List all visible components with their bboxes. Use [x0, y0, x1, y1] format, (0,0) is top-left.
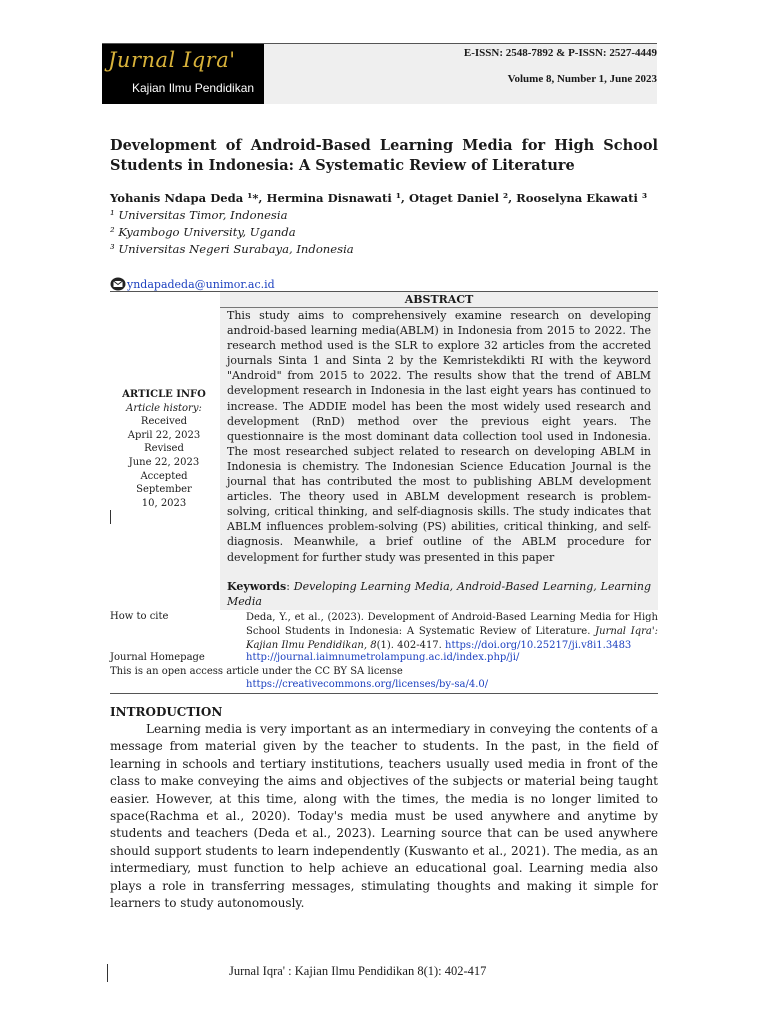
keywords-value: Developing Learning Media, Android-Based Learning, Learning Media — [227, 580, 652, 608]
logo-subtitle: Kajian Ilmu Pendidikan — [132, 81, 255, 95]
affiliation-1: ¹ Universitas Timor, Indonesia — [110, 208, 288, 222]
homepage-link[interactable]: http://journal.iaimnumetrolampung.ac.id/index.php/ji/ — [246, 652, 520, 663]
margin-mark — [110, 510, 111, 524]
article-info — [110, 388, 218, 510]
how-to-cite-label: How to cite — [110, 611, 169, 622]
abstract-text: This study aims to comprehensively examine research on developing android-based learning media(ABLM) in Indonesia from 2015 to 2022. The research method used is the SLR to explore 32 articles from the accreted journals Sinta 1 and Sinta 2 by the Kemristekdikti RI with the keyword "Android" from 2015 to 2022. The results show that the trend of ABLM development research in Indonesia in the last eight years has continued to increase. The ADDIE model has been the most widely used research and development (RnD) method over the previous eight years. The questionnaire is the most dominant data collection tool used in Indonesia. The most researched subject related to research on developing ABLM in Indonesia is chemistry. The Indonesian Science Education Journal is the journal that has contributed the most to publishing ABLM development articles. The theory used in ABLM development research is problem-solving, critical thinking, and self-diagnosis skills. The study indicates that ABLM influences problem-solving (PS) abilities, critical thinking, and self-diagnosis. Meanwhile, a brief outline of the ABLM procedure for development for further study was presented in this paper — [227, 309, 651, 564]
license-text: This is an open access article under the CC BY SA license — [110, 666, 403, 677]
logo-title: Jurnal Iqra' — [108, 48, 236, 72]
keywords-row: Keywords: Developing Learning Media, Android-Based Learning, Learning Media — [227, 580, 652, 608]
envelope-icon — [110, 277, 126, 291]
article-history-label: Article history: — [126, 402, 202, 414]
homepage-label: Journal Homepage — [110, 652, 205, 663]
footer-margin-mark — [107, 964, 108, 982]
license-link[interactable]: https://creativecommons.org/licenses/by-sa/4.0/ — [246, 679, 489, 690]
keywords-label: Keywords — [227, 580, 287, 593]
received-date: April 22, 2023 — [127, 429, 201, 441]
volume-line: Volume 8, Number 1, June 2023 — [507, 73, 657, 85]
article-info-heading: ARTICLE INFO — [122, 389, 206, 400]
author-list: Yohanis Ndapa Deda ¹*, Hermina Disnawati ¹, Otaget Daniel ², Rooselyna Ekawati ³ — [110, 191, 648, 205]
issn-line: E-ISSN: 2548-7892 & P-ISSN: 2527-4449 — [463, 47, 657, 59]
introduction-paragraph: Learning media is very important as an intermediary in conveying the contents of a message from material given by the teacher to students. In the past, in the field of learning in schools and tertiary institutions, teachers usually used media in front of the class to make conveying the aims and objectives of the subjects or material being taught easier. However, at this time, along with the times, the media is no longer limited to space(Rachma et al., 2020). Today's media must be used anywhere and anytime by students and teachers (Deda et al., 2023). Learning source that can be used anywhere should support students to learn independently (Kuswanto et al., 2021). The media, as an intermediary, must function to help achieve an educational goal. Learning media also plays a role in transferring messages, stimulating thoughts and making it simple for learners to study autonomously. — [110, 722, 658, 911]
accepted-label: Accepted — [140, 470, 188, 482]
abstract-heading: ABSTRACT — [220, 292, 658, 307]
citation-bottom-rule — [110, 693, 658, 694]
revised-label: Revised — [144, 443, 184, 455]
revised-date: June 22, 2023 — [128, 456, 200, 468]
corresponding-email[interactable] — [110, 277, 275, 291]
paper-title: Development of Android-Based Learning Media for High School Students in Indonesia: A Systematic Review of Literature — [110, 137, 658, 174]
citation-doi-link[interactable]: https://doi.org/10.25217/ji.v8i1.3483 — [445, 640, 632, 652]
accepted-date: September 10, 2023 — [136, 484, 192, 509]
citation-text — [246, 611, 658, 654]
affiliation-3: ³ Universitas Negeri Surabaya, Indonesia — [110, 242, 354, 256]
page-footer: Jurnal Iqra' : Kajian Ilmu Pendidikan 8(1): 402-417 — [229, 964, 487, 978]
email-link[interactable]: yndapadeda@unimor.ac.id — [127, 277, 275, 291]
introduction-heading: INTRODUCTION — [110, 705, 223, 719]
citation-main: Deda, Y., et al., (2023). Development of Android-Based Learning Media for High School Students in Indonesia: A Systematic Review of Literature. — [246, 612, 658, 638]
citation-journal: Jurnal Iqra': Kajian Ilmu Pendidikan, 8 — [246, 626, 658, 652]
received-label: Received — [140, 416, 188, 428]
citation-pages: (1). 402-417. — [376, 640, 442, 652]
affiliation-2: ² Kyambogo University, Uganda — [110, 225, 296, 239]
abstract-box — [220, 308, 658, 610]
journal-logo — [102, 44, 264, 104]
